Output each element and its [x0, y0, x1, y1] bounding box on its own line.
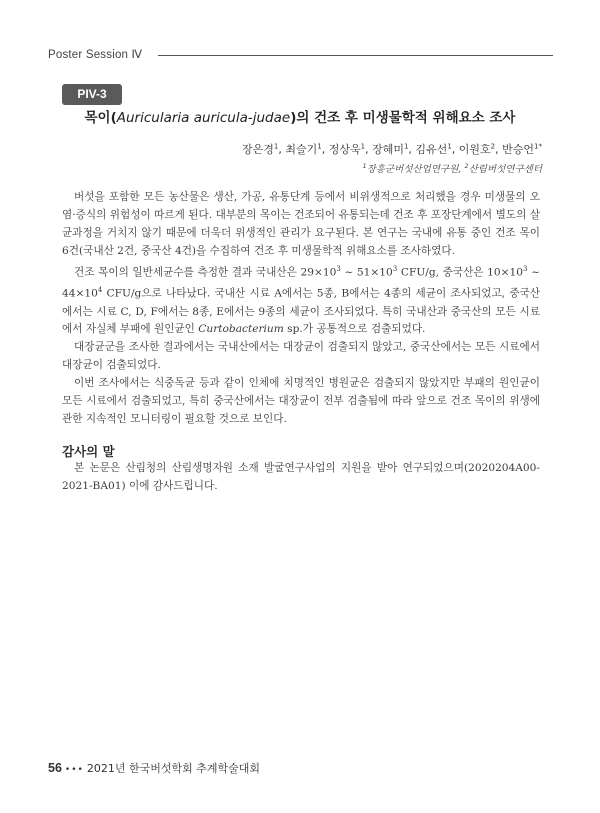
author-sup: 1: [403, 142, 409, 151]
affiliation: 산림버섯연구센터: [468, 164, 542, 175]
author: 김유선: [415, 143, 448, 156]
author: 정상욱: [328, 143, 361, 156]
title-suffix: )의 건조 후 미생물학적 위해요소 조사: [290, 110, 516, 126]
affiliation-list: $^1$장흥군버섯산업연구원, $^2$산림버섯연구센터: [362, 161, 542, 175]
paragraph: 건조 목이의 일반세균수를 측정한 결과 국내산은 $29\times 10^3$ ~ $51\times 10^3$ CFU/g, 중국산은 $10\times 10^3$ ~ $44\times 10^4$ CFU/g으로 나타났다. 국내산 시료 A에서는 5종, B에서는 4종의 세균이 조사되었고, 중국산에서는 시료 C, D, F에서는 8종, E에서는 9종의 세균이 조사되었다. 특히 국내산과 중국산의 모든 시료에서 자실체 부패에 원인균인 Curtobacterium sp.가 공통적으로 검출되었다.: [62, 264, 540, 336]
poster-code-badge: PIV-3: [62, 84, 122, 105]
author: 이원호: [458, 143, 491, 156]
affiliation: 장흥군버섯산업연구원: [366, 164, 459, 175]
conference-name: 2021년 한국버섯학회 추계학술대회: [86, 762, 260, 775]
page-footer: [48, 760, 260, 776]
header-rule: [158, 55, 553, 56]
author: 반승언: [502, 143, 535, 156]
author-sup: 1: [447, 142, 452, 151]
affiliation-sup: 1: [362, 161, 367, 170]
title-prefix: 목이(: [84, 110, 117, 126]
acknowledgement-heading: 감사의 말: [62, 444, 115, 459]
paragraph: 본 논문은 산림청의 산림생명자원 소재 발굴연구사업의 지원을 받아 연구되었으며(2020204A00-2021-BA01) 이에 감사드립니다.: [62, 462, 540, 492]
author-sup: 1*: [534, 142, 542, 151]
author: 장은경: [241, 143, 274, 156]
author-sup: 1: [273, 142, 279, 151]
paragraph: 대장균군을 조사한 결과에서는 국내산에서는 대장균이 검출되지 않았고, 중국산에서는 모든 시료에서 대장균이 검출되었다.: [62, 341, 540, 372]
section-label: Poster Session Ⅳ: [48, 49, 143, 61]
paragraph: 버섯을 포함한 모든 농산물은 생산, 가공, 유통단계 등에서 비위생적으로 처리했을 경우 미생물의 오염·증식의 위험성이 따르게 된다. 대부분의 목이는 건조되어 유통되는데 건조 후 포장단계에서 별도의 살균과정을 거치지 않기 때문에 더욱더 위생적인 관리가 요구된다. 본 연구는 국내에 유통 중인 건조 목이 6건(국내산 2건, 중국산 4건)을 수집하여 건조 후 미생물학적 위해요소를 조사하였다.: [62, 191, 540, 257]
author-sup: 2: [490, 142, 496, 151]
paragraph: 이번 조사에서는 식중독균 등과 같이 인체에 치명적인 병원균은 검출되지 않았지만 부패의 원인균이 모든 시료에서 검출되었고, 특히 중국산에서는 대장균이 전부 검출됨에 따라 앞으로 건조 목이의 위생에 관한 지속적인 모니터링이 필요할 것으로 보인다.: [62, 377, 540, 425]
page-number: 56: [48, 761, 62, 775]
paper-title: [0, 106, 600, 126]
footer-dots: •••: [64, 765, 84, 775]
author-sup: 1: [360, 142, 366, 151]
author-list: 장은경$^1$, 최슬기$^1$, 정상욱$^1$, 장혜미$^1$, 김유선$^1$, 이원호$^2$, 반승언$^{1*}$: [241, 142, 542, 156]
author: 장혜미: [372, 143, 404, 156]
author-sup: 1: [317, 142, 322, 151]
abstract-body: [62, 189, 540, 429]
author: 최슬기: [285, 143, 318, 156]
acknowledgement-body: [62, 460, 540, 496]
affiliation-sup: 2: [464, 161, 469, 170]
title-species: Auricularia auricula-judae: [116, 110, 291, 126]
